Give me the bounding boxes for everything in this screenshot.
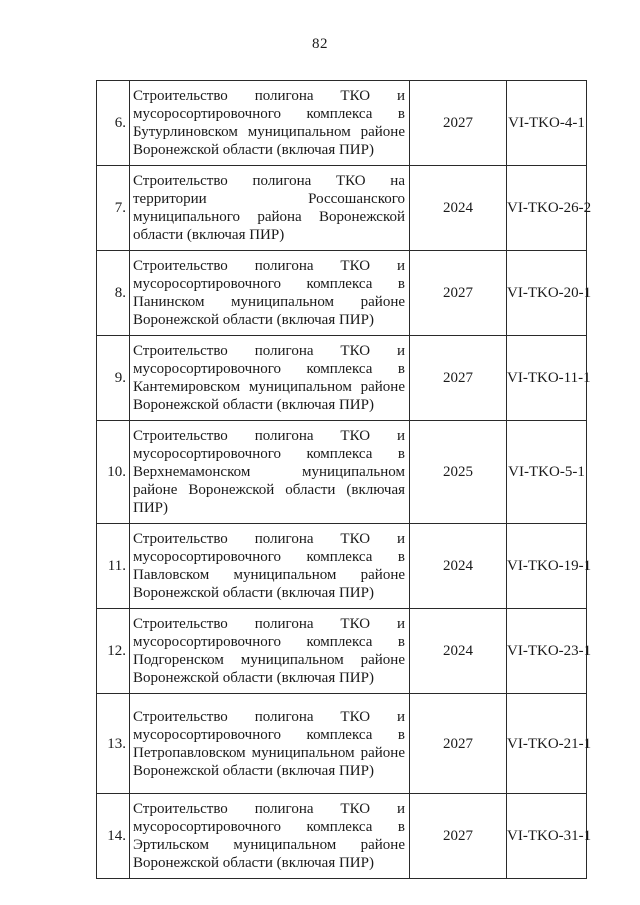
object-code: VI-TKO-11-1 [507,336,587,421]
object-name [130,166,410,251]
completion-year: 2024 [410,524,507,609]
row-number: 11. [97,524,130,609]
object-code: VI-TKO-21-1 [507,694,587,794]
object-code: VI-TKO-31-1 [507,794,587,879]
object-name [130,251,410,336]
table-row [97,524,587,609]
completion-year: 2024 [410,166,507,251]
object-name-text: Строительство полигона ТКО и мусоросортировочного комплекса в Бутурлиновском муниципальном районе Воронежской области (включая ПИР) [133,88,405,158]
object-name [130,694,410,794]
object-code: VI-TKO-5-1 [507,421,587,524]
completion-year: 2027 [410,794,507,879]
table-row [97,694,587,794]
row-number: 12. [97,609,130,694]
table-row [97,794,587,879]
row-number: 8. [97,251,130,336]
row-number: 13. [97,694,130,794]
completion-year: 2025 [410,421,507,524]
object-name-text: Строительство полигона ТКО и мусоросортировочного комплекса в Кантемировском муниципальном районе Воронежской области (включая ПИР) [133,343,405,413]
completion-year: 2027 [410,336,507,421]
completion-year: 2027 [410,81,507,166]
row-number: 6. [97,81,130,166]
object-code: VI-TKO-23-1 [507,609,587,694]
object-code: VI-TKO-20-1 [507,251,587,336]
object-name-text: Строительство полигона ТКО и мусоросортировочного комплекса в Панинском муниципальном районе Воронежской области (включая ПИР) [133,258,405,328]
object-code: VI-TKO-26-2 [507,166,587,251]
object-name-text: Строительство полигона ТКО на территории Россошанского муниципального района Воронежской области (включая ПИР) [133,173,405,243]
table-row [97,421,587,524]
page-number: 82 [312,36,328,52]
object-name [130,81,410,166]
table-row [97,251,587,336]
completion-year: 2027 [410,251,507,336]
object-name-text: Строительство полигона ТКО и мусоросортировочного комплекса в Петропавловском муниципальном районе Воронежской области (включая ПИР) [133,708,405,779]
completion-year: 2027 [410,694,507,794]
object-code: VI-TKO-4-1 [507,81,587,166]
row-number: 10. [97,421,130,524]
object-code: VI-TKO-19-1 [507,524,587,609]
table-row [97,336,587,421]
row-number: 7. [97,166,130,251]
object-name [130,794,410,879]
table-row [97,166,587,251]
objects-table [96,80,592,879]
object-name [130,609,410,694]
object-name-text: Строительство полигона ТКО и мусоросортировочного комплекса в Верхнемамонском муниципальном районе Воронежской области (включая ПИР) [133,428,405,516]
object-name [130,336,410,421]
object-name-text: Строительство полигона ТКО и мусоросортировочного комплекса в Павловском муниципальном районе Воронежской области (включая ПИР) [133,531,405,601]
object-name-text: Строительство полигона ТКО и мусоросортировочного комплекса в Эртильском муниципальном районе Воронежской области (включая ПИР) [133,801,405,871]
row-number: 9. [97,336,130,421]
object-name [130,421,410,524]
object-name-text: Строительство полигона ТКО и мусоросортировочного комплекса в Подгоренском муниципальном районе Воронежской области (включая ПИР) [133,616,405,686]
object-name [130,524,410,609]
row-number: 14. [97,794,130,879]
table-row [97,81,587,166]
completion-year: 2024 [410,609,507,694]
table-row [97,609,587,694]
